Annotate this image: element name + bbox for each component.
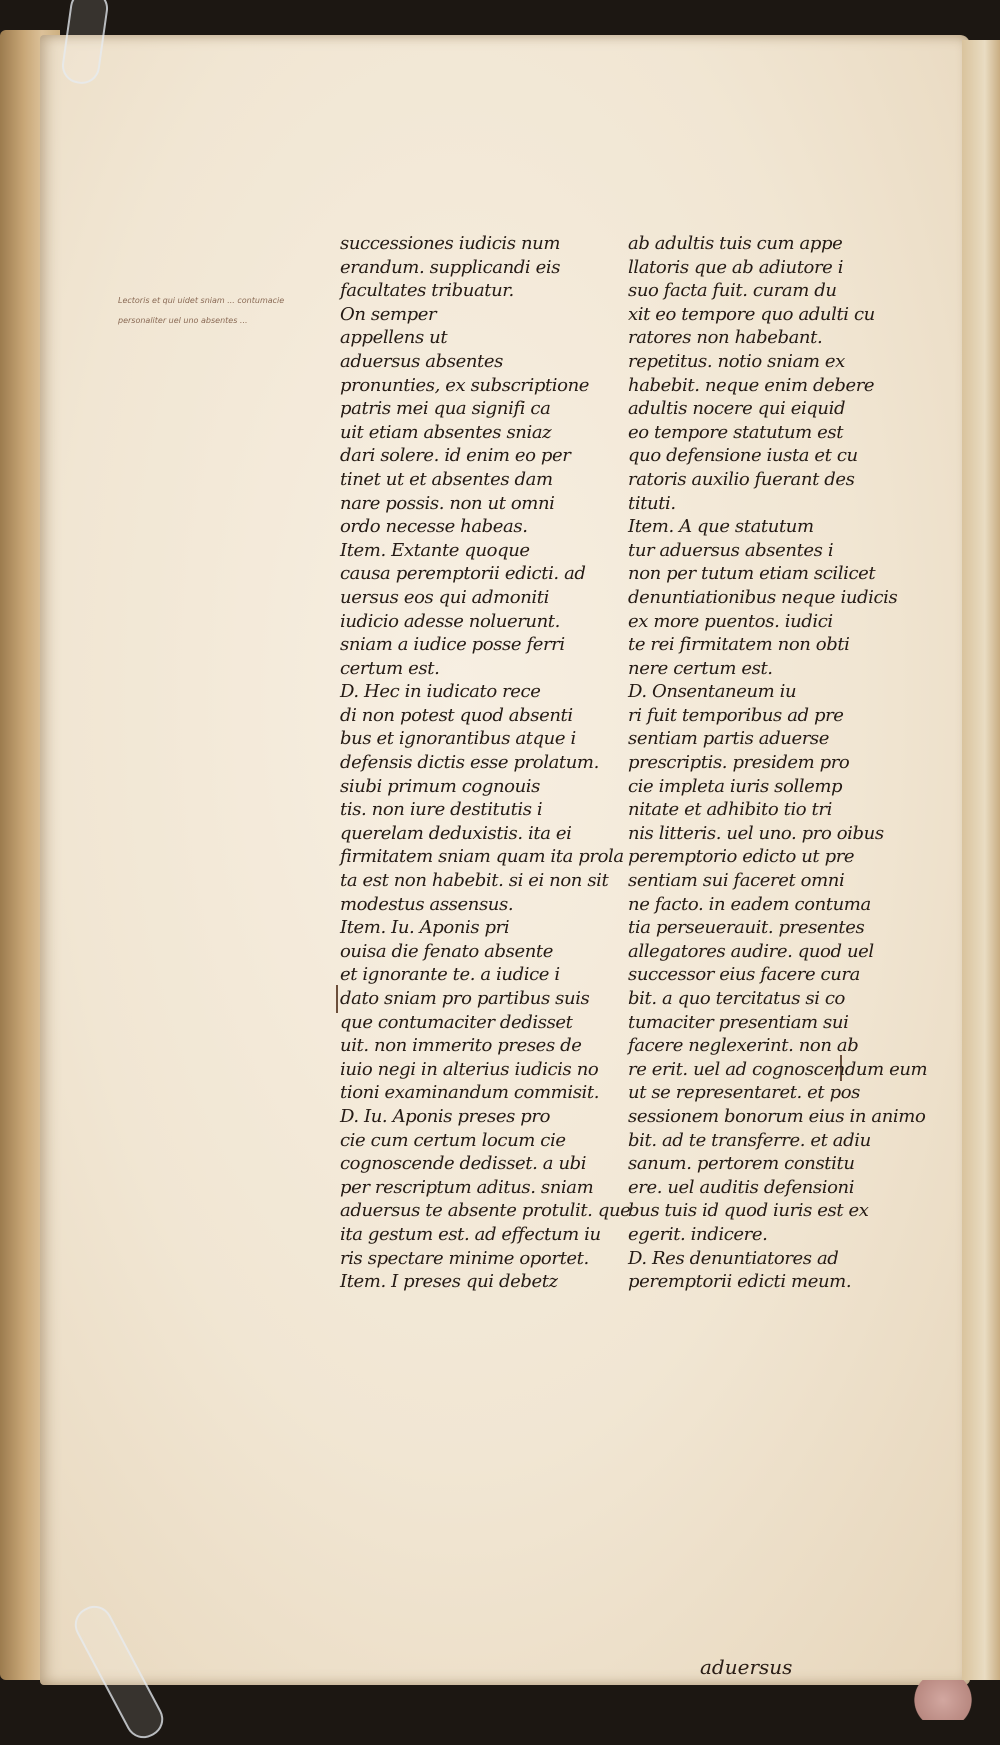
text-line: facultates tribuatur. [340, 280, 514, 302]
text-line: sniam a iudice posse ferri [340, 634, 565, 656]
margin-note: personaliter uel uno absentes ... [118, 316, 248, 325]
text-line: nis litteris. uel uno. pro oibus [628, 822, 884, 844]
text-line: modestus assensus. [340, 893, 514, 915]
text-line: peremptorii edicti meum. [628, 1271, 852, 1293]
text-line: firmitatem sniam quam ita prola [340, 846, 624, 868]
text-line: ouisa die fenato absente [340, 940, 553, 962]
text-line: tituti. [628, 492, 676, 514]
text-line: iuio negi in alterius iudicis no [340, 1058, 599, 1080]
text-line: quo defensione iusta et cu [628, 445, 858, 467]
text-line: di non potest quod absenti [340, 704, 573, 726]
text-line: ri fuit temporibus ad pre [628, 704, 844, 726]
text-line: successor eius facere cura [628, 964, 860, 986]
text-line: D. Onsentaneum iu [628, 681, 797, 703]
text-line: erandum. supplicandi eis [340, 256, 561, 278]
text-line: certum est. [340, 657, 440, 679]
text-line: ab adultis tuis cum appe [628, 233, 843, 254]
text-line: ta est non habebit. si ei non sit [340, 870, 609, 892]
text-line: querelam deduxistis. ita ei [340, 822, 572, 844]
text-line: ordo necesse habeas. [340, 516, 528, 538]
text-line: tia perseuerauit. presentes [628, 917, 865, 939]
text-line: Item. I preses qui debetz [340, 1271, 558, 1293]
text-line: per rescriptum aditus. sniam [340, 1176, 594, 1198]
text-line: nare possis. non ut omni [340, 492, 555, 514]
text-line: successiones iudicis num [340, 233, 560, 254]
text-line: bit. ad te transferre. et adiu [628, 1129, 871, 1151]
text-line: cognoscende dedisset. a ubi [340, 1153, 587, 1175]
text-line: ut se representaret. et pos [628, 1082, 860, 1104]
text-line: cie cum certum locum cie [340, 1129, 566, 1151]
facing-page-edge [962, 40, 1000, 1680]
text-line: Item. Iu. Aponis pri [340, 917, 510, 939]
text-line: te rei firmitatem non obti [628, 634, 850, 656]
text-line: causa peremptorii edicti. ad [340, 563, 586, 585]
text-column-right [628, 232, 928, 1294]
bookmark-ribbon [908, 1680, 978, 1720]
text-line: ratoris auxilio fuerant des [628, 468, 855, 490]
text-line: dari solere. id enim eo per [340, 445, 571, 467]
text-line: ere. uel auditis defensioni [628, 1176, 855, 1198]
text-line: que contumaciter dedisset [340, 1011, 573, 1033]
catchword: aduersus [700, 1655, 793, 1679]
text-line: sentiam partis aduerse [628, 728, 829, 750]
text-line: On semper [340, 303, 437, 325]
text-line: aduersus absentes [340, 350, 503, 372]
text-line: et ignorante te. a iudice i [340, 964, 560, 986]
text-line: ita gestum est. ad effectum iu [340, 1223, 601, 1245]
text-line: adultis nocere qui eiquid [628, 398, 846, 420]
text-line: aduersus te absente protulit. que [340, 1200, 631, 1222]
text-line: ne facto. in eadem contuma [628, 893, 871, 915]
text-line: uersus eos qui admoniti [340, 586, 549, 608]
text-line: bit. a quo tercitatus si co [628, 988, 845, 1009]
text-line: tur aduersus absentes i [628, 539, 834, 561]
text-line: xit eo tempore quo adulti cu [628, 303, 875, 325]
text-line: appellens ut [340, 327, 448, 349]
text-line: D. Hec in iudicato rece [340, 681, 541, 703]
text-line: suo facta fuit. curam du [628, 280, 837, 302]
text-line: nere certum est. [628, 657, 773, 679]
text-line: sessionem bonorum eius in animo [628, 1105, 926, 1127]
text-line: siubi primum cognouis [340, 775, 540, 797]
text-line: D. Iu. Aponis preses pro [340, 1105, 551, 1127]
text-line: denuntiationibus neque iudicis [628, 586, 898, 608]
text-line: Item. A que statutum [628, 516, 814, 538]
text-line: re erit. uel ad cognoscendum eum [628, 1058, 928, 1080]
text-line: sentiam sui faceret omni [628, 870, 845, 892]
text-line: ris spectare minime oportet. [340, 1247, 589, 1269]
text-line: egerit. indicere. [628, 1223, 768, 1245]
text-line: allegatores audire. quod uel [628, 940, 874, 962]
text-line: tioni examinandum commisit. [340, 1082, 600, 1104]
text-line: dato sniam pro partibus suis [340, 988, 590, 1009]
text-line: non per tutum etiam scilicet [628, 563, 876, 585]
text-line: bus et ignorantibus atque i [340, 728, 576, 750]
text-column-left [340, 232, 631, 1294]
text-line: ratores non habebant. [628, 327, 823, 349]
text-line: Item. Extante quoque [340, 539, 530, 561]
text-line: ex more puentos. iudici [628, 610, 833, 632]
text-line: nitate et adhibito tio tri [628, 799, 832, 821]
text-line: uit. non immerito preses de [340, 1035, 582, 1057]
text-line: iudicio adesse noluerunt. [340, 610, 560, 632]
text-line: peremptorio edicto ut pre [628, 846, 855, 868]
text-line: llatoris que ab adiutore i [628, 256, 844, 278]
text-line: patris mei qua signifi ca [340, 398, 551, 420]
text-line: pronunties, ex subscriptione [340, 374, 590, 396]
text-line: uit etiam absentes sniaz [340, 421, 552, 443]
text-line: tis. non iure destitutis i [340, 799, 543, 821]
text-line: tinet ut et absentes dam [340, 468, 553, 490]
text-line: habebit. neque enim debere [628, 374, 875, 396]
text-line: repetitus. notio sniam ex [628, 350, 845, 372]
text-line: facere neglexerint. non ab [628, 1035, 859, 1057]
text-line: sanum. pertorem constitu [628, 1153, 855, 1175]
text-line: bus tuis id quod iuris est ex [628, 1200, 869, 1222]
margin-mark [336, 985, 338, 1013]
text-line: cie impleta iuris sollemp [628, 775, 843, 797]
text-line: D. Res denuntiatores ad [628, 1247, 839, 1269]
margin-note: Lectoris et qui uidet sniam ... contumacie [118, 296, 285, 305]
text-line: prescriptis. presidem pro [628, 752, 850, 774]
text-line: eo tempore statutum est [628, 421, 844, 443]
text-line: defensis dictis esse prolatum. [340, 752, 599, 774]
text-line: tumaciter presentiam sui [628, 1011, 849, 1033]
